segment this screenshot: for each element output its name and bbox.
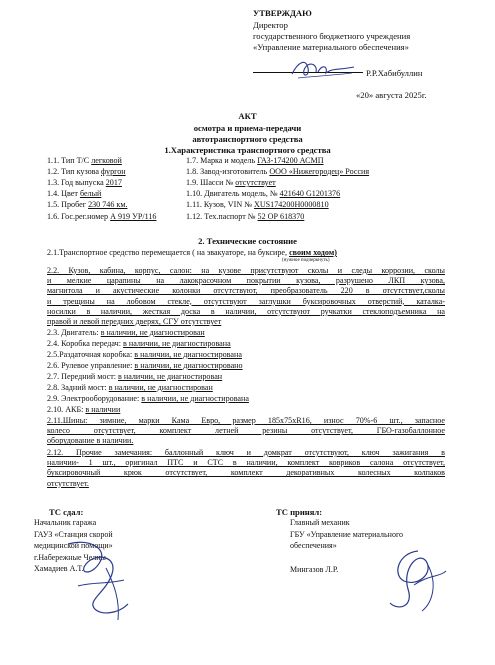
char-engine: 1.10. Двигатель модель, № 421640 G1201376 xyxy=(186,189,341,198)
approval-line-1: Директор xyxy=(253,20,288,30)
item-2-2: 2.2. Кузов, кабина, корпус, салон: на кузове присутствуют сколы и следы коррозии, сколы и мелкие царапины на лакокрасочном покрытии кузова, разрушено ЛКП кузова, магнитола и акустические колонки отсутствуют, преобразователь 220 в отсутствует,сколы и трещины на лобовом стекле, отсутствуют заглушки буксировочных отверстий, каталка- носилки в наличии, жесткая доска в наличии, отсутствуют ручкатки стеклоподъемника на правой и левой передних дверях, СГУ отсутствует xyxy=(47,266,445,327)
handover-right-line-2: ГБУ «Управление материального xyxy=(290,530,404,539)
handover-left-line-4: г.Набережные Челны xyxy=(34,553,106,562)
movement-line: 2.1.Транспортное средство перемещается ( на эвакуаторе, на буксире, своим ходом) xyxy=(47,248,337,257)
handover-left-line-1: Начальник гаража xyxy=(34,518,97,527)
section-1-heading: 1.Характеристика транспортного средства xyxy=(164,145,331,155)
item-transfer-case: 2.5.Раздаточная коробка: в наличии, не диагностирована xyxy=(47,350,242,359)
approval-heading: УТВЕРЖДАЮ xyxy=(253,8,312,18)
handover-left-heading: ТС сдал: xyxy=(49,507,84,517)
handover-right-line-1: Главный механик xyxy=(290,518,350,527)
section-2-heading: 2. Технические состояние xyxy=(198,236,297,246)
item-battery: 2.10. АКБ: в наличии xyxy=(47,405,121,414)
char-passport: 1.12. Тех.паспорт № 52 ОР 618370 xyxy=(186,212,305,221)
approval-signer: Р.Р.Хабибуллин xyxy=(366,68,423,78)
approval-date: «20» августа 2025г. xyxy=(356,90,427,100)
handover-left-signature xyxy=(48,534,158,624)
handover-left-signer: Хамадиев А.Т. xyxy=(34,564,84,573)
act-subtitle-2: автотранспортного средства xyxy=(192,134,303,144)
item-gearbox: 2.4. Коробка передач: в наличии, не диагностирована xyxy=(47,339,231,348)
handover-left-line-3: медицинской помощи» xyxy=(34,541,113,550)
handover-right-heading: ТС принял: xyxy=(276,507,323,517)
approval-line-3: «Управление материального обеспечения» xyxy=(253,42,409,52)
char-body-type: 1.2. Тип кузова фургон xyxy=(47,167,126,176)
char-color: 1.4. Цвет белый xyxy=(47,189,102,198)
item-engine: 2.3. Двигатель: в наличии, не диагностирован xyxy=(47,328,205,337)
char-reg-number: 1.6. Гос.рег.номер А 919 УР/116 xyxy=(47,212,157,221)
handover-left-line-2: ГАУЗ «Станция скорой xyxy=(34,530,113,539)
char-mileage: 1.5. Пробег 230 746 км. xyxy=(47,200,128,209)
act-subtitle-1: осмотра и приема-передачи xyxy=(193,123,302,133)
char-vin: 1.11. Кузов, VIN № XUS174200H0000810 xyxy=(186,200,329,209)
item-steering: 2.6. Рулевое управление: в наличии, не диагностировано xyxy=(47,361,243,370)
handover-right-signer: Мингазов Л.Р. xyxy=(290,565,339,574)
item-rear-axle: 2.8. Задний мост: в наличии, не диагностирован xyxy=(47,383,213,392)
handover-right-signature xyxy=(368,545,458,615)
handover-right-line-3: обеспечения» xyxy=(290,541,337,550)
movement-note: (нужное подчеркнуть) xyxy=(282,258,330,263)
char-type: 1.1. Тип Т/С легковой xyxy=(47,156,122,165)
item-2-11-tires: 2.11.Шины: зимние, марки Кама Евро, размер 185х75хR16, износ 70%-6 шт., запасное колесо отсутствует, комплект летней резины отсутствует, ГБО-газобаллонное оборудование в наличии. xyxy=(47,416,445,446)
item-2-12-notes: 2.12. Прочие замечания: баллонный ключ и домкрат отсутствуют, ключ зажигания в наличии- 1 шт., оригинал ПТС и СТС в наличии, комплект ковриков салона отсутствует, буксировочный крюк отсутствует, комплект декоративных колесных колпаков отсутствует. xyxy=(47,448,445,488)
char-make-model: 1.7. Марка и модель ГАЗ-174200 АСМП xyxy=(186,156,324,165)
item-electrical: 2.9. Электрооборудование: в наличии, не диагностирована xyxy=(47,394,249,403)
approval-signature xyxy=(288,54,358,84)
approval-line-2: государственного бюджетного учреждения xyxy=(253,31,411,41)
char-year: 1.3. Год выпуска 2017 xyxy=(47,178,122,187)
act-title: АКТ xyxy=(238,111,257,121)
item-front-axle: 2.7. Передний мост: в наличии, не диагностирован xyxy=(47,372,223,381)
char-manufacturer: 1.8. Завод-изготовитель ООО «Нижегородец» Россия xyxy=(186,167,370,176)
char-chassis: 1.9. Шасси № отсутствует xyxy=(186,178,276,187)
